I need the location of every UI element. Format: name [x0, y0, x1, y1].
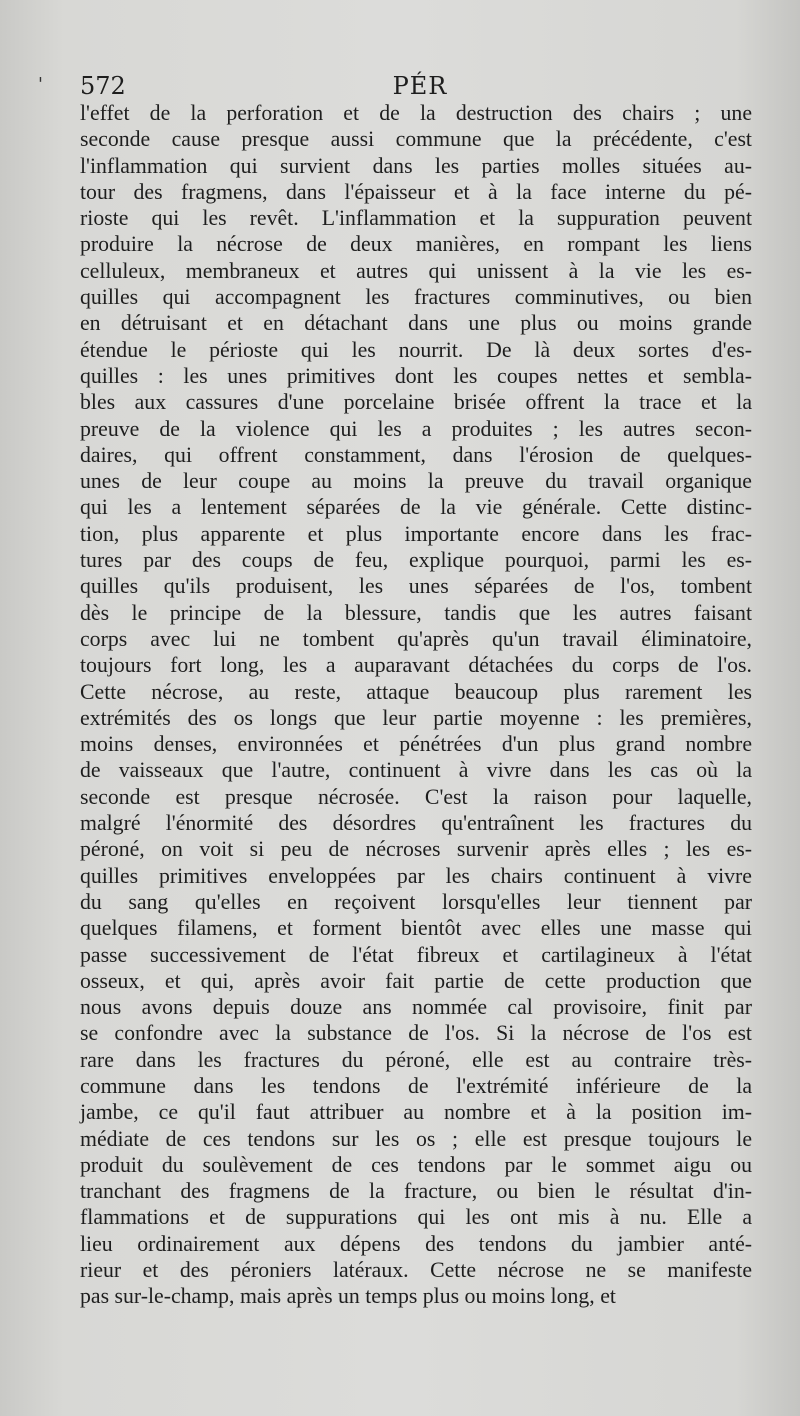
text-line: toujours fort long, les a auparavant détachées du corps de l'os. — [80, 653, 752, 678]
text-line: preuve de la violence qui les a produites ; les autres secon- — [80, 416, 752, 441]
running-head: PÉR — [392, 72, 448, 100]
text-line: celluleux, membraneux et autres qui unissent à la vie les es- — [80, 258, 752, 283]
text-line: quilles primitives enveloppées par les chairs continuent à vivre — [80, 863, 752, 888]
text-line: lieu ordinairement aux dépens des tendons du jambier anté- — [80, 1231, 752, 1256]
text-line: tures par des coups de feu, explique pourquoi, parmi les es- — [80, 548, 752, 573]
text-line: extrémités des os longs que leur partie moyenne : les premières, — [80, 705, 752, 730]
text-line: rioste qui les revêt. L'inflammation et la suppuration peuvent — [80, 206, 752, 231]
text-line: de vaisseaux que l'autre, continuent à vivre dans les cas où la — [80, 758, 752, 783]
page-header — [38, 72, 760, 102]
text-line: unes de leur coupe au moins la preuve du travail organique — [80, 469, 752, 494]
text-line: osseux, et qui, après avoir fait partie de cette production que — [80, 968, 752, 993]
text-line: quilles qu'ils produisent, les unes séparées de l'os, tombent — [80, 574, 752, 599]
text-line: tion, plus apparente et plus importante encore dans les frac- — [80, 521, 752, 546]
text-line: du sang qu'elles en reçoivent lorsqu'elles leur tiennent par — [80, 889, 752, 914]
text-line: dès le principe de la blessure, tandis que les autres faisant — [80, 600, 752, 625]
text-line: quilles : les unes primitives dont les coupes nettes et sembla- — [80, 363, 752, 388]
text-line: moins denses, environnées et pénétrées d'un plus grand nombre — [80, 732, 752, 757]
text-line: Cette nécrose, au reste, attaque beaucoup plus rarement les — [80, 679, 752, 704]
text-line: l'inflammation qui survient dans les parties molles situées au- — [80, 153, 752, 178]
text-line: qui les a lentement séparées de la vie générale. Cette distinc- — [80, 495, 752, 520]
text-line: flammations et de suppurations qui les ont mis à nu. Elle a — [80, 1205, 752, 1230]
text-line: médiate de ces tendons sur les os ; elle est presque toujours le — [80, 1126, 752, 1151]
margin-mark: ' — [38, 74, 43, 95]
text-line: jambe, ce qu'il faut attribuer au nombre et à la position im- — [80, 1100, 752, 1125]
text-line: bles aux cassures d'une porcelaine brisée offrent la trace et la — [80, 390, 752, 415]
text-line: en détruisant et en détachant dans une plus ou moins grande — [80, 311, 752, 336]
text-line: seconde est presque nécrosée. C'est la raison pour laquelle, — [80, 784, 752, 809]
text-line: péroné, on voit si peu de nécroses survenir après elles ; les es- — [80, 837, 752, 862]
page-number: 572 — [80, 72, 126, 100]
text-line: produit du soulèvement de ces tendons par le sommet aigu ou — [80, 1152, 752, 1177]
body-text — [80, 100, 752, 1310]
text-line: se confondre avec la substance de l'os. Si la nécrose de l'os est — [80, 1021, 752, 1046]
text-line: rare dans les fractures du péroné, elle est au contraire très- — [80, 1047, 752, 1072]
text-line: passe successivement de l'état fibreux et cartilagineux à l'état — [80, 942, 752, 967]
text-line: quelques filamens, et forment bientôt avec elles une masse qui — [80, 916, 752, 941]
text-line: corps avec lui ne tombent qu'après qu'un travail éliminatoire, — [80, 626, 752, 651]
text-line: seconde cause presque aussi commune que la précédente, c'est — [80, 127, 752, 152]
text-line: quilles qui accompagnent les fractures comminutives, ou bien — [80, 285, 752, 310]
text-line: l'effet de la perforation et de la destruction des chairs ; une — [80, 101, 752, 125]
text-line: pas sur-le-champ, mais après un temps plus ou moins long, et — [80, 1284, 616, 1309]
text-line: tranchant des fragmens de la fracture, ou bien le résultat d'in- — [80, 1179, 752, 1204]
text-line: rieur et des péroniers latéraux. Cette nécrose ne se manifeste — [80, 1258, 752, 1283]
text-line: commune dans les tendons de l'extrémité inférieure de la — [80, 1073, 752, 1098]
text-line: malgré l'énormité des désordres qu'entraînent les fractures du — [80, 811, 752, 836]
text-line: daires, qui offrent constamment, dans l'érosion de quelques- — [80, 442, 752, 467]
text-line: étendue le périoste qui les nourrit. De là deux sortes d'es- — [80, 337, 752, 362]
text-line: tour des fragmens, dans l'épaisseur et à la face interne du pé- — [80, 179, 752, 204]
text-line: nous avons depuis douze ans nommée cal provisoire, finit par — [80, 995, 752, 1020]
text-line: produire la nécrose de deux manières, en rompant les liens — [80, 232, 752, 257]
